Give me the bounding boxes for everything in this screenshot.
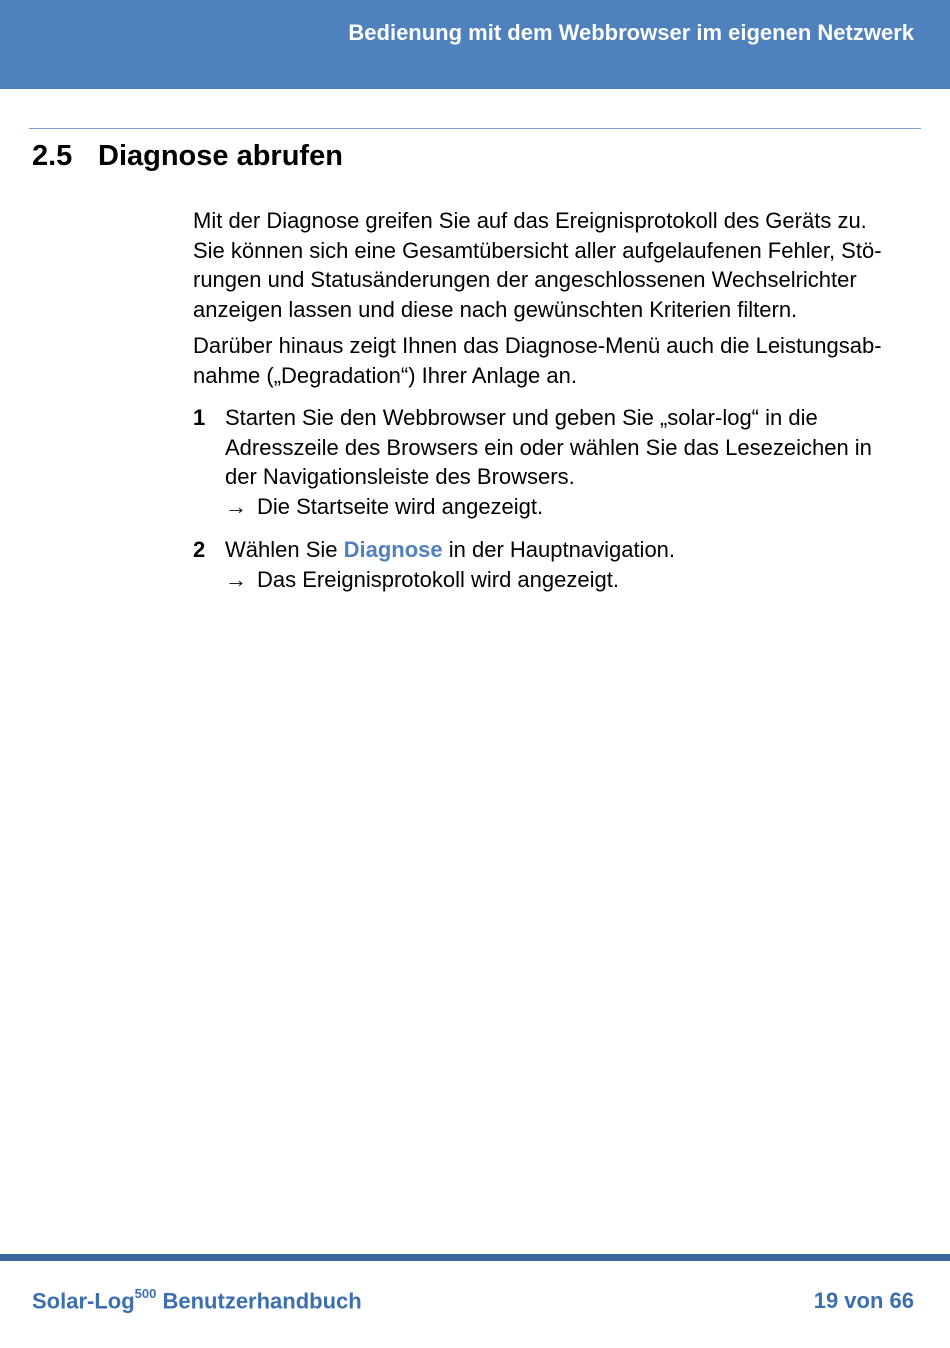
section-heading [32, 140, 343, 173]
step-body [225, 403, 915, 521]
step-prefix: Wählen Sie [225, 537, 344, 562]
arrow-right-icon: → [225, 566, 247, 592]
paragraph-intro [193, 206, 913, 324]
step-number: 2 [193, 537, 206, 562]
step-line: Starten Sie den Webbrowser und geben Sie „solar-log“ in die [225, 405, 818, 430]
paragraph-line: rungen und Statusänderungen der angeschlossenen Wechselrichter [193, 267, 857, 292]
paragraph-line: anzeigen lassen und diese nach gewünschten Kriterien filtern. [193, 296, 798, 322]
header-title: Bedienung mit dem Webbrowser im eigenen Netzwerk [348, 20, 914, 45]
footer-manual-title [32, 1288, 362, 1314]
step-line: Adresszeile des Browsers ein oder wählen Sie das Lesezeichen in [225, 434, 872, 460]
arrow-right-icon: → [225, 493, 247, 519]
paragraph-line: Sie können sich eine Gesamtübersicht aller aufgelaufenen Fehler, Stö- [193, 237, 882, 263]
section-divider [29, 128, 921, 129]
page-number: 19 von 66 [813, 1288, 914, 1313]
step-result-text: Das Ereignisprotokoll wird angezeigt. [257, 566, 619, 592]
diagnose-menu-reference: Diagnose [343, 537, 443, 562]
footer-band [0, 1254, 950, 1261]
step-result [225, 565, 915, 595]
footer-product-model: 500 [134, 1286, 157, 1301]
step-result [225, 492, 915, 522]
section-number: 2.5 [32, 140, 73, 172]
footer-manual: Benutzerhandbuch [156, 1288, 362, 1314]
paragraph-line: Mit der Diagnose greifen Sie auf das Ereignisprotokoll des Geräts zu. [193, 208, 867, 233]
step-suffix: in der Hauptnavigation. [442, 537, 676, 562]
paragraph-degradation [193, 331, 913, 390]
step-number: 1 [193, 405, 206, 430]
header-band [0, 0, 950, 89]
footer-product: Solar-Log [32, 1288, 135, 1314]
step-result-text: Die Startseite wird angezeigt. [257, 493, 544, 519]
step-body [225, 535, 915, 594]
step-line: der Navigationsleiste des Browsers. [225, 464, 575, 489]
section-title: Diagnose abrufen [98, 140, 343, 172]
step-line [225, 535, 915, 565]
paragraph-line: Darüber hinaus zeigt Ihnen das Diagnose-Menü auch die Leistungsab- [193, 333, 882, 358]
paragraph-line: nahme („Degradation“) Ihrer Anlage an. [193, 362, 577, 388]
